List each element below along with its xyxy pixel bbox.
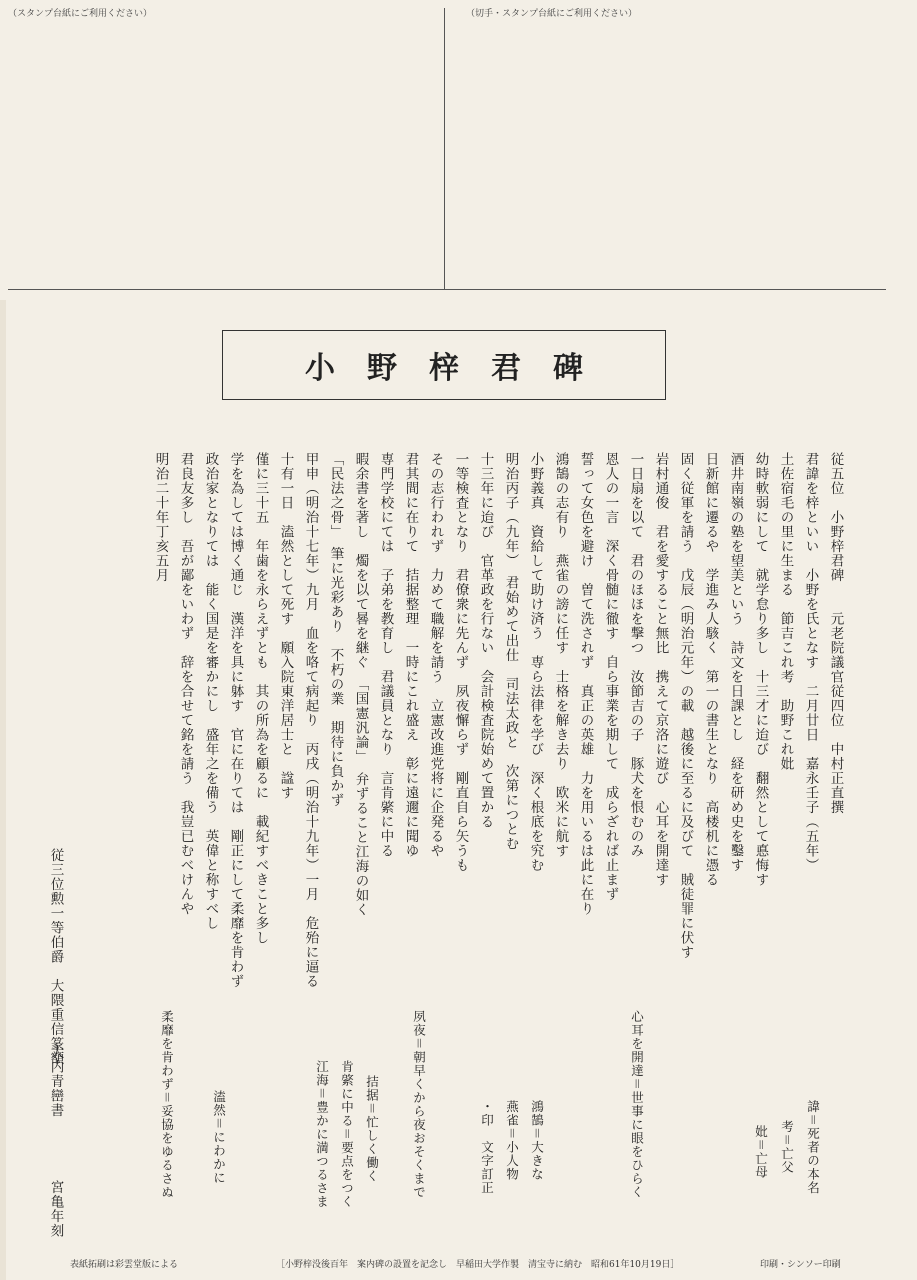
inscription-column: 恩人の一言 深く骨髄に徹す 自ら事業を期して 成らざれば止まず [602, 452, 619, 902]
inscription-column: 誓って女色を避け 曽て洗されず 真正の英雄 力を用いるは此に在り [577, 452, 594, 916]
inscription-column: 君其間に在りて 拮据整理 一時にこれ盛え 彰に遠邇に聞ゆ [402, 452, 419, 858]
inscription-column: 学を為しては博く通じ 漢洋を具に躰す 官に在りては 剛正にして柔靡を肯わず [227, 452, 244, 989]
inscription-column: 土佐宿毛の里に生まる 節吉これ考 助野これ妣 [777, 452, 794, 771]
glossary-note: 諱＝死者の本名 [805, 1100, 821, 1195]
inscription-column: 甲申（明治十七年）九月 血を咯て病起り 丙戌（明治十九年）一月 危殆に逼る [302, 452, 319, 989]
inscription-column: 僅に三十五 年歯を永らえずとも 其の所為を顧るに 載紀すべきこと多し [252, 452, 269, 945]
title-box [222, 330, 666, 400]
glossary-note: ・印 文字訂正 [479, 1100, 495, 1195]
inscription-column: 暇余書を著し 燭を以て晷を継ぐ 「国憲汎論」 弁ずること江海の如く [352, 452, 369, 917]
inscription-column: 酒井南嶺の塾を望美という 詩文を日課とし 経を研め史を鑿す [727, 452, 744, 873]
inscription-column: 固く従軍を請う 戊辰（明治元年）の載 越後に至るに及びて 賊徒罪に伏す [677, 452, 694, 960]
stamp-note-right: （切手・スタンプ台紙にご利用ください） [466, 9, 638, 19]
inscription-column: 岩村通俊 君を愛すること無比 携えて京洛に遊び 心耳を開達す [652, 452, 669, 887]
page-title: 小野梓君碑 [305, 351, 615, 386]
inscription-column: 君諱を梓といい 小野を氏となす 二月廿日 嘉永壬子（五年） [802, 452, 819, 873]
inscription-column: 専門学校にては 子弟を教育し 君議員となり 言肯綮に中る [377, 452, 394, 858]
glossary-note: 夙夜＝朝早くから夜おそくまで [411, 1010, 427, 1199]
inscription-column: 日新館に遷るや 学進み人駭く 第一の書生となり 高楼机に憑る [702, 452, 719, 887]
page-edge [0, 300, 6, 1280]
inscription-column: 鴻鵠の志有り 燕雀の謗に任す 士格を解き去り 欧米に航す [552, 452, 569, 858]
inscription-column: 「民法之骨」 筆に光彩あり 不朽の業 期待に負かず [327, 452, 344, 808]
glossary-note: 溘然＝にわかに [211, 1090, 227, 1185]
carver-credit: 宮亀年刻 [47, 1180, 64, 1238]
glossary-note: 心耳を開達＝世事に眼をひらく [629, 1010, 645, 1199]
inscription-column: 政治家となりては 能く国是を審かにし 盛年之を備う 英偉と称すべし [202, 452, 219, 931]
glossary-note: 鴻鵠＝大きな [529, 1100, 545, 1181]
glossary-note: 肯綮に中る＝要点をつく [339, 1060, 355, 1209]
inscription-column: 明治丙子（九年） 君始めて出仕 司法太政と 次第につとむ [502, 452, 519, 852]
glossary-note: 柔靡を肯わず＝妥協をゆるさぬ [159, 1010, 175, 1199]
stamp-area-divider [444, 8, 445, 290]
glossary-note: 燕雀＝小人物 [504, 1100, 520, 1181]
inscription-column: 小野義真 資給して助け済う 専ら法律を学び 深く根底を究む [527, 452, 544, 873]
inscription-column: 幼時軟弱にして 就学怠り多し 十三才に迨び 翻然として悳悔す [752, 452, 769, 887]
calligrapher-credit: 大内青巒書 [47, 1045, 64, 1118]
glossary-note: 妣＝亡母 [753, 1125, 769, 1179]
glossary-note: 考＝亡父 [779, 1120, 795, 1174]
inscription-column: 君良友多し 吾が鄙をいわず 辞を合せて銘を請う 我豈已むべけんや [177, 452, 194, 916]
fold-line [8, 289, 886, 290]
inscription-column: 十三年に迨び 官革政を行ない 会計検査院始めて置かる [477, 452, 494, 829]
glossary-note: 拮据＝忙しく働く [364, 1075, 380, 1183]
inscription-column: 十有一日 溘然として死す 願入院東洋居士と 諡す [277, 452, 294, 800]
stamp-note-left: （スタンプ台紙にご利用ください） [8, 9, 153, 19]
inscription-column: その志行われず 力めて職解を請う 立憲改進党将に企発るや [427, 452, 444, 858]
footer-left: 表紙拓刷は彩雲堂版による [70, 1260, 179, 1270]
inscription-column: 一等検査となり 君僚衆に先んず 夙夜懈らず 剛直自ら矢うも [452, 452, 469, 873]
inscription-column: 従五位 小野梓君碑 元老院議官従四位 中村正直撰 [827, 452, 844, 815]
glossary-note: 江海＝豊かに満つるさま [314, 1060, 330, 1209]
footer-center: ［小野梓没後百年 案内碑の設置を記念し 早稲田大学作製 清宝寺に納む 昭和61年10月19日］ [276, 1260, 680, 1270]
footer-right: 印刷・シンソー印刷 [760, 1260, 841, 1270]
inscription-column: 一日扇を以て 君のほほを撃つ 汝節吉の子 豚犬を恨むのみ [627, 452, 644, 858]
inscription-column: 明治二十年丁亥五月 [152, 452, 169, 583]
seal-script-credit: 従三位勲一等伯爵 大隈重信篆額 [47, 848, 64, 1066]
